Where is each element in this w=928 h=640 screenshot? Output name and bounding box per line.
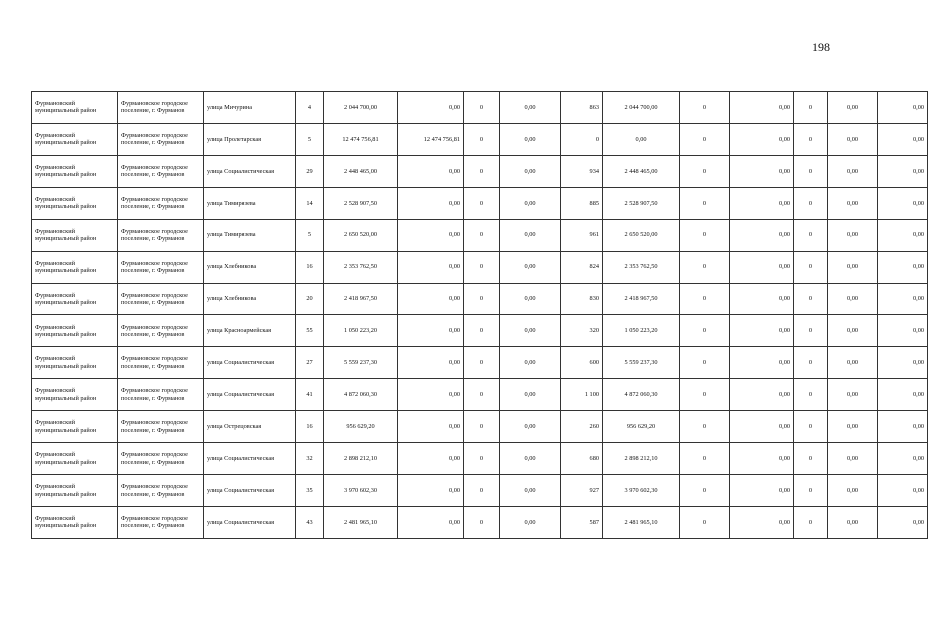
value-cell: 2 353 762,50 [603, 251, 680, 283]
value-cell: 2 898 212,10 [603, 443, 680, 475]
value-cell: 0,00 [828, 219, 878, 251]
value-cell: 0 [794, 443, 828, 475]
value-cell: 0,00 [500, 187, 561, 219]
house-number-cell: 55 [296, 315, 324, 347]
district-cell: Фурмановский муниципальный район [32, 315, 118, 347]
value-cell: 0,00 [878, 506, 928, 538]
value-cell: 0 [680, 283, 730, 315]
settlement-cell: Фурмановское городское поселение, г. Фурманов [118, 155, 204, 187]
table-row [32, 347, 928, 379]
value-cell: 0 [680, 443, 730, 475]
value-cell: 0,00 [500, 379, 561, 411]
house-number-cell: 43 [296, 506, 324, 538]
street-cell: улица Красноармейская [204, 315, 296, 347]
value-cell: 0,00 [730, 219, 794, 251]
table-row [32, 283, 928, 315]
value-cell: 0,00 [878, 379, 928, 411]
area-cell: 600 [561, 347, 603, 379]
total-cost-cell: 4 872 060,30 [324, 379, 398, 411]
settlement-cell: Фурмановское городское поселение, г. Фурманов [118, 219, 204, 251]
district-cell: Фурмановский муниципальный район [32, 187, 118, 219]
value-cell: 0,00 [828, 443, 878, 475]
area-cell: 587 [561, 506, 603, 538]
settlement-cell: Фурмановское городское поселение, г. Фурманов [118, 92, 204, 124]
total-cost-cell: 2 898 212,10 [324, 443, 398, 475]
value-cell: 0 [680, 92, 730, 124]
district-cell: Фурмановский муниципальный район [32, 219, 118, 251]
value-cell: 0 [464, 347, 500, 379]
value-cell: 0 [464, 379, 500, 411]
value-cell: 0,00 [878, 475, 928, 507]
value-cell: 0,00 [828, 315, 878, 347]
value-cell: 0,00 [730, 411, 794, 443]
value-cell: 0,00 [828, 411, 878, 443]
value-cell: 2 418 967,50 [603, 283, 680, 315]
area-cell: 680 [561, 443, 603, 475]
value-cell: 0,00 [878, 315, 928, 347]
street-cell: улица Тимирязева [204, 187, 296, 219]
area-cell: 830 [561, 283, 603, 315]
value-cell: 0 [680, 411, 730, 443]
value-cell: 0,00 [878, 251, 928, 283]
value-cell: 0,00 [500, 443, 561, 475]
house-number-cell: 35 [296, 475, 324, 507]
value-cell: 1 050 223,20 [603, 315, 680, 347]
value-cell: 0 [794, 411, 828, 443]
settlement-cell: Фурмановское городское поселение, г. Фурманов [118, 315, 204, 347]
settlement-cell: Фурмановское городское поселение, г. Фурманов [118, 187, 204, 219]
value-cell: 0 [464, 155, 500, 187]
value-cell: 0,00 [730, 379, 794, 411]
value-cell: 0,00 [398, 379, 464, 411]
value-cell: 12 474 756,81 [398, 123, 464, 155]
total-cost-cell: 2 448 465,00 [324, 155, 398, 187]
table-row [32, 123, 928, 155]
value-cell: 0,00 [828, 187, 878, 219]
street-cell: улица Социалистическая [204, 379, 296, 411]
value-cell: 0,00 [730, 123, 794, 155]
table-row [32, 443, 928, 475]
value-cell: 0 [464, 251, 500, 283]
value-cell: 2 650 520,00 [603, 219, 680, 251]
value-cell: 0,00 [730, 155, 794, 187]
settlement-cell: Фурмановское городское поселение, г. Фурманов [118, 411, 204, 443]
value-cell: 0,00 [500, 92, 561, 124]
value-cell: 2 528 907,50 [603, 187, 680, 219]
total-cost-cell: 2 528 907,50 [324, 187, 398, 219]
value-cell: 0,00 [398, 283, 464, 315]
district-cell: Фурмановский муниципальный район [32, 347, 118, 379]
area-cell: 0 [561, 123, 603, 155]
value-cell: 0 [680, 347, 730, 379]
value-cell: 0 [794, 251, 828, 283]
value-cell: 0 [794, 187, 828, 219]
data-table [31, 91, 928, 539]
value-cell: 0,00 [500, 475, 561, 507]
value-cell: 0,00 [500, 219, 561, 251]
value-cell: 0,00 [828, 347, 878, 379]
settlement-cell: Фурмановское городское поселение, г. Фурманов [118, 283, 204, 315]
street-cell: улица Хлебникова [204, 283, 296, 315]
district-cell: Фурмановский муниципальный район [32, 475, 118, 507]
settlement-cell: Фурмановское городское поселение, г. Фурманов [118, 251, 204, 283]
value-cell: 0 [794, 379, 828, 411]
area-cell: 320 [561, 315, 603, 347]
settlement-cell: Фурмановское городское поселение, г. Фурманов [118, 347, 204, 379]
value-cell: 0,00 [398, 443, 464, 475]
value-cell: 0,00 [398, 219, 464, 251]
value-cell: 0 [794, 123, 828, 155]
value-cell: 2 448 465,00 [603, 155, 680, 187]
table-row [32, 92, 928, 124]
area-cell: 260 [561, 411, 603, 443]
value-cell: 0 [794, 506, 828, 538]
area-cell: 885 [561, 187, 603, 219]
value-cell: 0 [464, 475, 500, 507]
value-cell: 0,00 [398, 92, 464, 124]
street-cell: улица Хлебникова [204, 251, 296, 283]
value-cell: 0,00 [398, 506, 464, 538]
value-cell: 0,00 [828, 123, 878, 155]
table-row [32, 251, 928, 283]
value-cell: 0,00 [398, 315, 464, 347]
value-cell: 0 [464, 506, 500, 538]
total-cost-cell: 2 650 520,00 [324, 219, 398, 251]
settlement-cell: Фурмановское городское поселение, г. Фурманов [118, 506, 204, 538]
value-cell: 0,00 [828, 506, 878, 538]
page-number: 198 [812, 40, 830, 54]
area-cell: 934 [561, 155, 603, 187]
value-cell: 0,00 [398, 411, 464, 443]
value-cell: 0 [794, 92, 828, 124]
total-cost-cell: 2 353 762,50 [324, 251, 398, 283]
house-number-cell: 16 [296, 251, 324, 283]
house-number-cell: 27 [296, 347, 324, 379]
value-cell: 0,00 [828, 283, 878, 315]
value-cell: 0 [794, 315, 828, 347]
district-cell: Фурмановский муниципальный район [32, 283, 118, 315]
street-cell: улица Острецовская [204, 411, 296, 443]
value-cell: 0 [680, 506, 730, 538]
value-cell: 0 [680, 187, 730, 219]
value-cell: 0 [464, 123, 500, 155]
house-number-cell: 14 [296, 187, 324, 219]
value-cell: 0 [464, 219, 500, 251]
value-cell: 0,00 [398, 251, 464, 283]
value-cell: 0 [680, 251, 730, 283]
table-row [32, 187, 928, 219]
house-number-cell: 4 [296, 92, 324, 124]
area-cell: 1 100 [561, 379, 603, 411]
value-cell: 0 [680, 475, 730, 507]
value-cell: 0,00 [828, 475, 878, 507]
value-cell: 0 [794, 283, 828, 315]
total-cost-cell: 12 474 756,81 [324, 123, 398, 155]
house-number-cell: 41 [296, 379, 324, 411]
value-cell: 0,00 [500, 506, 561, 538]
table-row [32, 506, 928, 538]
value-cell: 0,00 [398, 475, 464, 507]
value-cell: 0,00 [730, 187, 794, 219]
value-cell: 4 872 060,30 [603, 379, 680, 411]
district-cell: Фурмановский муниципальный район [32, 123, 118, 155]
value-cell: 0,00 [878, 347, 928, 379]
house-number-cell: 5 [296, 219, 324, 251]
value-cell: 0,00 [500, 123, 561, 155]
district-cell: Фурмановский муниципальный район [32, 411, 118, 443]
settlement-cell: Фурмановское городское поселение, г. Фурманов [118, 379, 204, 411]
value-cell: 0,00 [500, 347, 561, 379]
value-cell: 0,00 [730, 315, 794, 347]
value-cell: 0 [680, 379, 730, 411]
house-number-cell: 29 [296, 155, 324, 187]
value-cell: 0,00 [500, 315, 561, 347]
value-cell: 0,00 [878, 283, 928, 315]
settlement-cell: Фурмановское городское поселение, г. Фурманов [118, 475, 204, 507]
table-row [32, 219, 928, 251]
area-cell: 824 [561, 251, 603, 283]
value-cell: 0,00 [878, 443, 928, 475]
total-cost-cell: 5 559 237,30 [324, 347, 398, 379]
value-cell: 0,00 [878, 411, 928, 443]
value-cell: 0 [794, 475, 828, 507]
value-cell: 0,00 [878, 155, 928, 187]
total-cost-cell: 956 629,20 [324, 411, 398, 443]
value-cell: 0 [464, 411, 500, 443]
total-cost-cell: 1 050 223,20 [324, 315, 398, 347]
settlement-cell: Фурмановское городское поселение, г. Фурманов [118, 443, 204, 475]
table-row [32, 411, 928, 443]
value-cell: 0,00 [730, 347, 794, 379]
value-cell: 0 [464, 315, 500, 347]
value-cell: 0,00 [730, 443, 794, 475]
value-cell: 0,00 [828, 379, 878, 411]
value-cell: 0 [464, 187, 500, 219]
street-cell: улица Социалистическая [204, 347, 296, 379]
value-cell: 0 [464, 92, 500, 124]
value-cell: 0 [464, 443, 500, 475]
value-cell: 2 044 700,00 [603, 92, 680, 124]
value-cell: 0 [680, 123, 730, 155]
value-cell: 0 [464, 283, 500, 315]
settlement-cell: Фурмановское городское поселение, г. Фурманов [118, 123, 204, 155]
value-cell: 956 629,20 [603, 411, 680, 443]
table-row [32, 155, 928, 187]
table-row [32, 475, 928, 507]
total-cost-cell: 2 418 967,50 [324, 283, 398, 315]
value-cell: 0,00 [828, 155, 878, 187]
street-cell: улица Социалистическая [204, 475, 296, 507]
district-cell: Фурмановский муниципальный район [32, 443, 118, 475]
street-cell: улица Мичурина [204, 92, 296, 124]
area-cell: 927 [561, 475, 603, 507]
house-number-cell: 16 [296, 411, 324, 443]
value-cell: 0 [680, 155, 730, 187]
value-cell: 0,00 [398, 155, 464, 187]
value-cell: 0,00 [603, 123, 680, 155]
street-cell: улица Социалистическая [204, 155, 296, 187]
value-cell: 0,00 [730, 506, 794, 538]
value-cell: 2 481 965,10 [603, 506, 680, 538]
table-row [32, 315, 928, 347]
value-cell: 0,00 [730, 92, 794, 124]
district-cell: Фурмановский муниципальный район [32, 379, 118, 411]
value-cell: 0,00 [878, 187, 928, 219]
total-cost-cell: 2 044 700,00 [324, 92, 398, 124]
value-cell: 5 559 237,30 [603, 347, 680, 379]
value-cell: 0 [794, 347, 828, 379]
table-row [32, 379, 928, 411]
district-cell: Фурмановский муниципальный район [32, 92, 118, 124]
value-cell: 0,00 [730, 475, 794, 507]
value-cell: 0,00 [730, 283, 794, 315]
value-cell: 3 970 602,30 [603, 475, 680, 507]
value-cell: 0 [794, 219, 828, 251]
street-cell: улица Социалистическая [204, 443, 296, 475]
house-number-cell: 20 [296, 283, 324, 315]
house-number-cell: 32 [296, 443, 324, 475]
value-cell: 0,00 [828, 92, 878, 124]
value-cell: 0,00 [398, 347, 464, 379]
value-cell: 0,00 [398, 187, 464, 219]
area-cell: 961 [561, 219, 603, 251]
total-cost-cell: 3 970 602,30 [324, 475, 398, 507]
value-cell: 0 [794, 155, 828, 187]
value-cell: 0,00 [730, 251, 794, 283]
street-cell: улица Тимирязева [204, 219, 296, 251]
value-cell: 0,00 [500, 411, 561, 443]
value-cell: 0,00 [828, 251, 878, 283]
value-cell: 0,00 [500, 251, 561, 283]
district-cell: Фурмановский муниципальный район [32, 506, 118, 538]
value-cell: 0,00 [500, 283, 561, 315]
house-number-cell: 5 [296, 123, 324, 155]
value-cell: 0 [680, 315, 730, 347]
district-cell: Фурмановский муниципальный район [32, 251, 118, 283]
value-cell: 0 [680, 219, 730, 251]
district-cell: Фурмановский муниципальный район [32, 155, 118, 187]
street-cell: улица Пролетарская [204, 123, 296, 155]
area-cell: 863 [561, 92, 603, 124]
value-cell: 0,00 [878, 92, 928, 124]
value-cell: 0,00 [500, 155, 561, 187]
value-cell: 0,00 [878, 123, 928, 155]
street-cell: улица Социалистическая [204, 506, 296, 538]
value-cell: 0,00 [878, 219, 928, 251]
total-cost-cell: 2 481 965,10 [324, 506, 398, 538]
